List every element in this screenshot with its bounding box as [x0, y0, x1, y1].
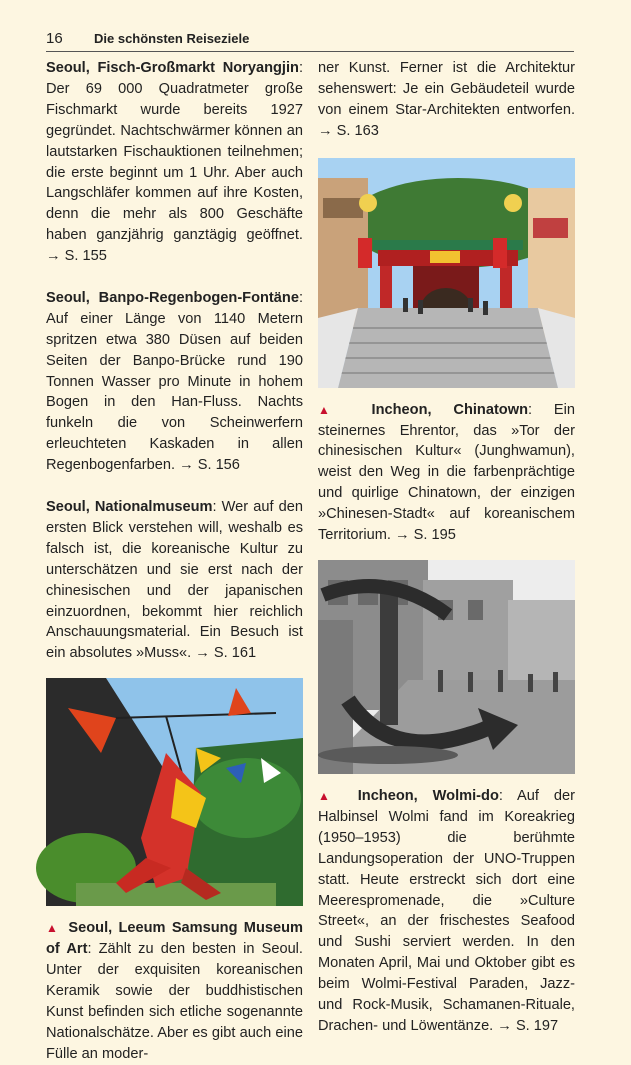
running-title: Die schönsten Reiseziele — [94, 31, 250, 46]
entry-leeum — [46, 918, 303, 1064]
entry-title: Seoul, Fisch-Großmarkt Noryangjin — [46, 60, 299, 76]
entry-title: Incheon, Wolmi-do — [357, 787, 499, 804]
entry-title: Seoul, Nationalmuseum — [46, 499, 213, 515]
page-header — [46, 30, 574, 52]
anchor-photo — [318, 560, 575, 774]
right-column — [318, 58, 575, 1037]
entry-nationalmuseum — [46, 497, 303, 664]
entry-text: : Ein steinernes Ehrentor, das »Tor der chinesischen Kultur« (Junghwamun), weist den Weg in die farbenprächtige und quirlige Chinatown, der einzigen »Chinesen-Stadt« auf koreanischem Territorium. → S. 195 — [318, 401, 575, 544]
sculpture-photo — [46, 678, 303, 906]
entry-noryangjin — [46, 58, 303, 267]
triangle-marker-icon: ▲ — [318, 788, 341, 803]
entry-chinatown — [318, 400, 575, 546]
entry-text: ner Kunst. Ferner ist die Architektur sehenswert: Je ein Gebäudeteil wurde von einem Star-Architekten entworfen. → S. 163 — [318, 60, 575, 139]
triangle-marker-icon: ▲ — [46, 921, 61, 936]
entry-text: : Auf der Halbinsel Wolmi fand im Koreakrieg (1950–1953) die berühmte Landungsoperation der UNO-Truppen statt. Heute erstreckt sich dort eine Meerespromenade, die »Culture Street«, an der frischestes Seafood und Sushi serviert werden. In den Monaten April, Mai und Oktober gibt es beim Wolmi-Festival Paraden, Jazz- und Rock-Musik, Schamanen-Rituale, Drachen- und Löwentänze. → S. 197 — [318, 787, 575, 1034]
entry-title: Seoul, Leeum Samsung Museum of Art — [46, 920, 303, 958]
left-column — [46, 58, 303, 1065]
chinatown-photo — [318, 158, 575, 388]
entry-leeum-continued — [318, 58, 575, 142]
entry-text: : Zählt zu den besten in Seoul. Unter der exquisiten koreanischen Keramik sowie der buddhistischen Kunst befinden sich etliche sogenannte Nationalschätze. Aber es gibt auch eine Fülle an moder- — [46, 941, 303, 1062]
entry-text: : Wer auf den ersten Blick verstehen will, weshalb es falsch ist, die koreanische Kultur zu unterschätzen und sie erst nach der chinesischen und der japanischen einzuordnen, bekommt hier reichlich Anschauungsmaterial. Ein Besuch ist ein absolutes »Muss«. → S. 161 — [46, 499, 303, 662]
page-number: 16 — [46, 30, 63, 47]
triangle-marker-icon: ▲ — [318, 402, 348, 417]
entry-wolmido — [318, 786, 575, 1037]
entry-text: : Der 69 000 Quadratmeter große Fischmarkt wurde bereits 1927 gegründet. Nachtschwärmer können an lautstarken Fischauktionen teilnehmen; die erste beginnt um 1 Uhr. Aber auch Langschläfer kommen auf ihre Kosten, denn die mehr als 800 Geschäfte haben ganzjährig ganztägig geöffnet. → S. 155 — [46, 60, 303, 265]
entry-title: Incheon, Chinatown — [371, 401, 528, 418]
entry-text: : Auf einer Länge von 1140 Metern spritzen etwa 380 Düsen auf beiden Seiten der Banpo-Brücke rund 190 Tonnen Wasser pro Minute in hohem Bogen in den Han-Fluss. Nachts funkeln die von Scheinwerfern erleuchteten Kaskaden in allen Regenbogenfarben. → S. 156 — [46, 289, 303, 474]
entry-title: Seoul, Banpo-Regenbogen-Fontäne — [46, 289, 299, 306]
entry-banpo — [46, 288, 303, 476]
